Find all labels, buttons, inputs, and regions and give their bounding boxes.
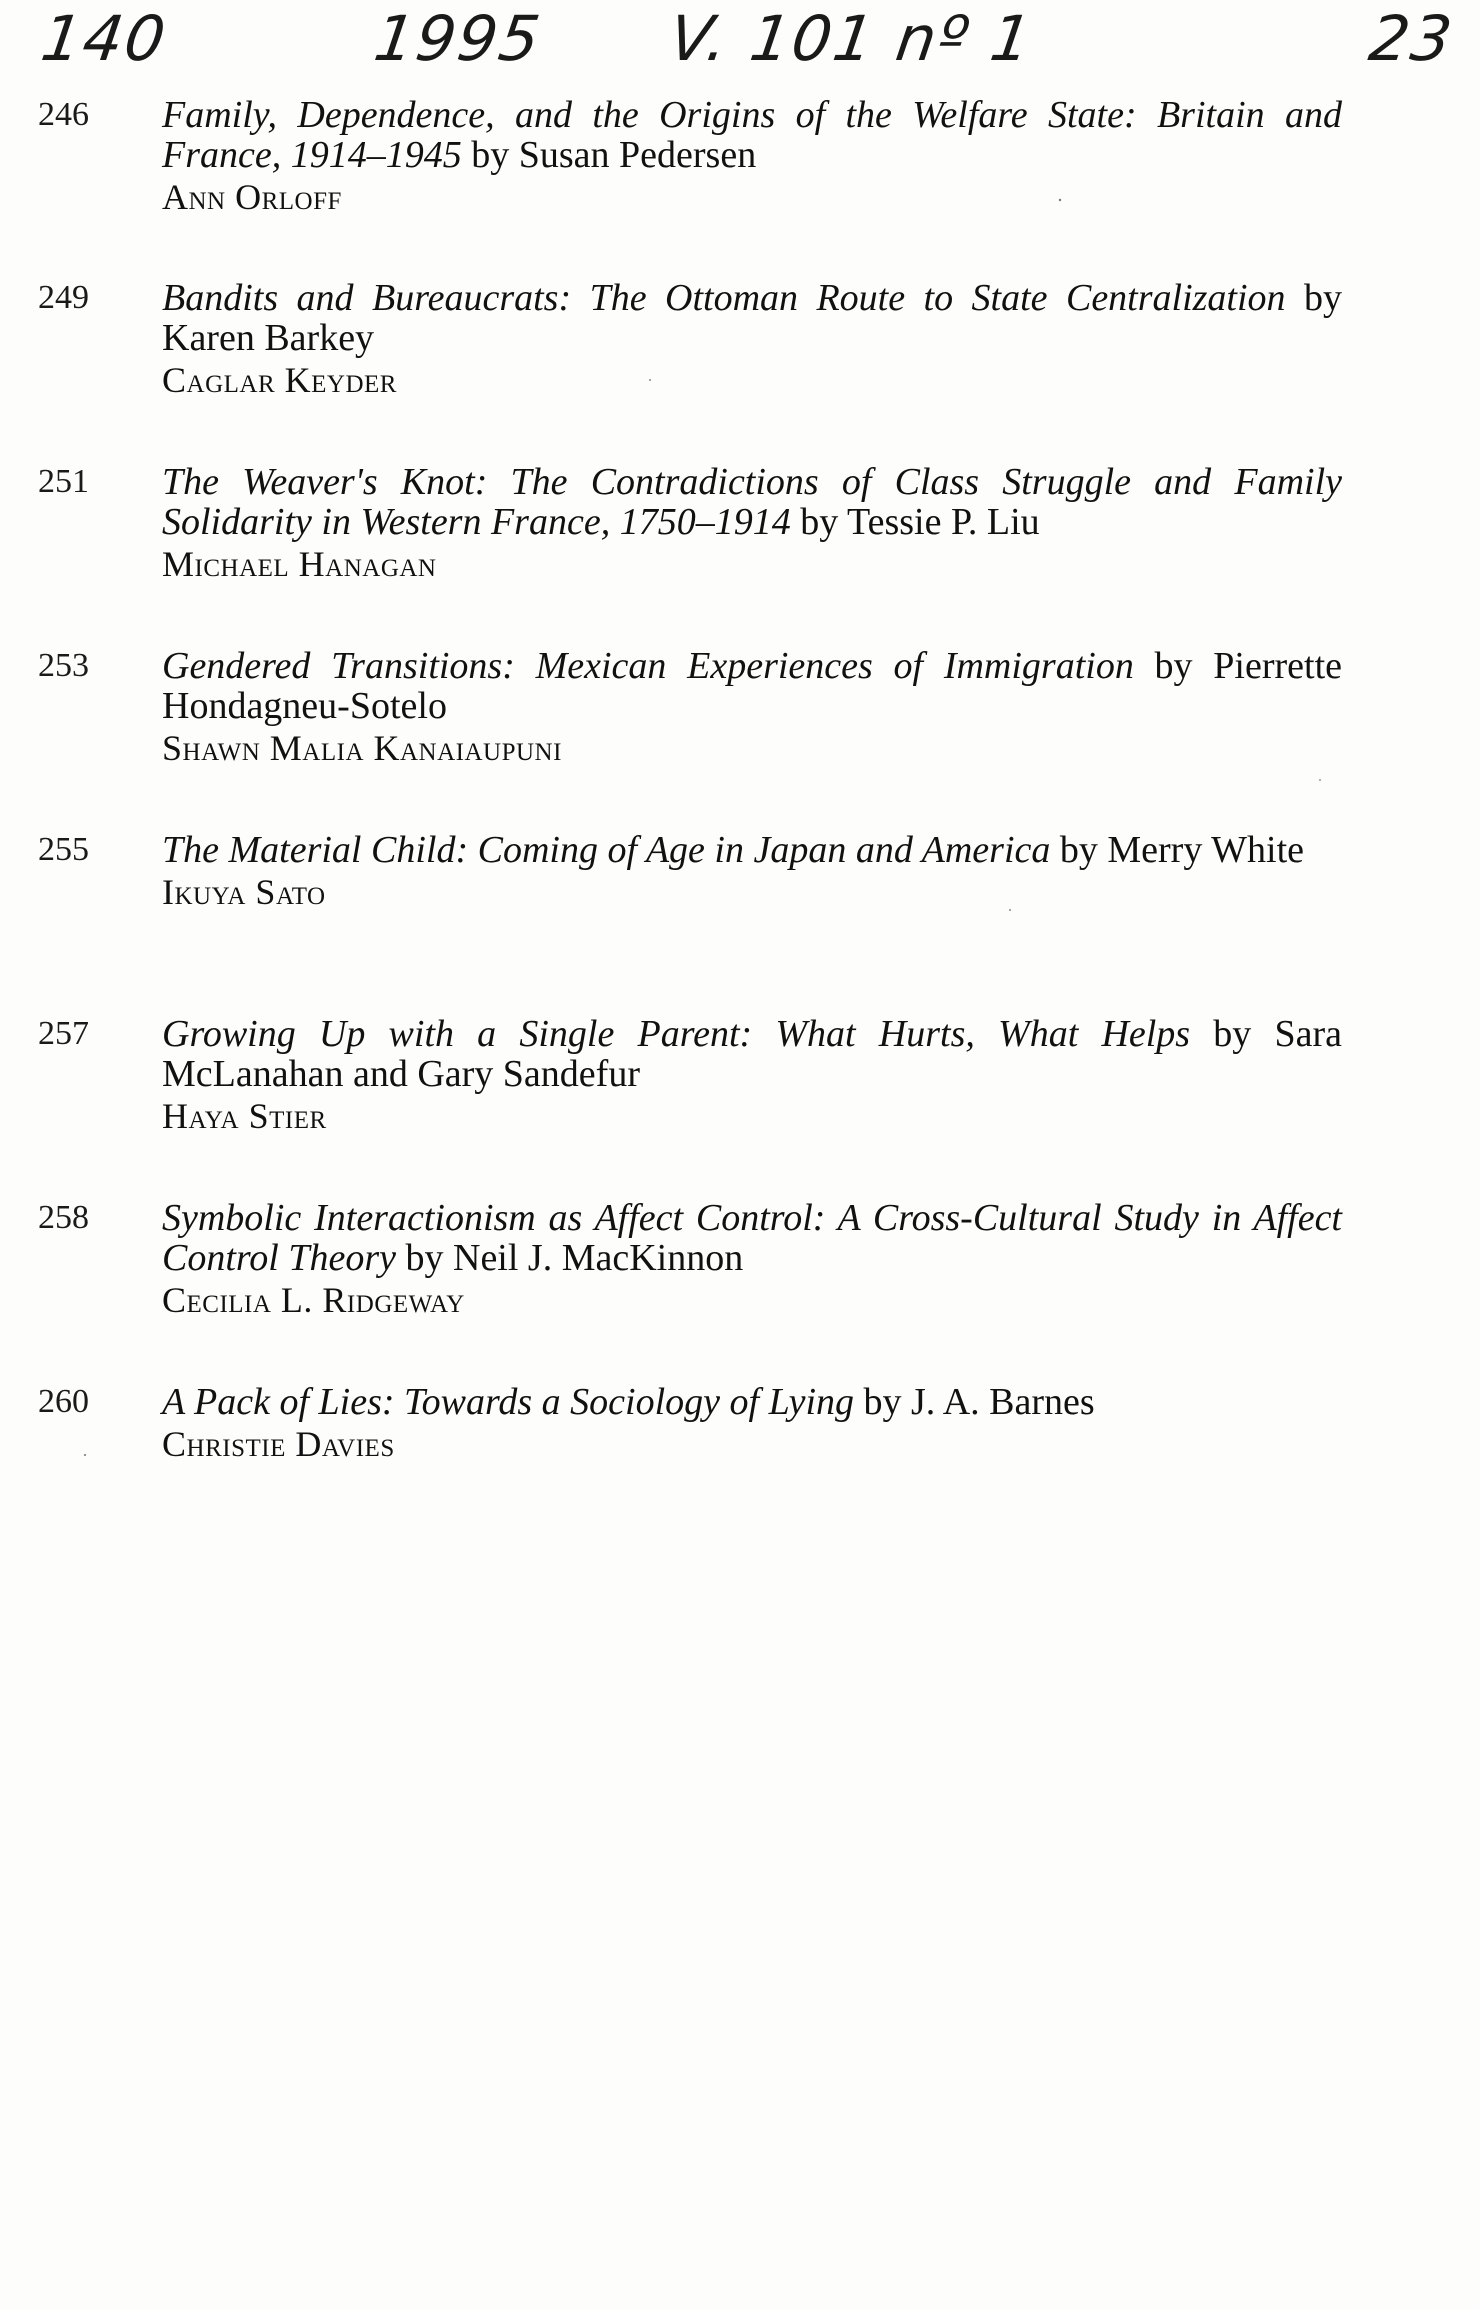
entry-page-number: 255: [38, 831, 89, 868]
book-author: by J. A. Barnes: [854, 1381, 1095, 1423]
book-author: by Merry White: [1050, 829, 1304, 871]
reviewer-name: Ikuya Sato: [162, 872, 326, 912]
reviewer-name: Shawn Malia Kanaiaupuni: [162, 728, 562, 768]
entry-citation: [162, 462, 1342, 584]
book-title: The Weaver's Knot: The Contradictions of Class Struggle and Family Solidarity in Western France, 1750–1914: [162, 461, 1342, 543]
book-title: Growing Up with a Single Parent: What Hurts, What Helps: [162, 1013, 1191, 1055]
entry-citation: [162, 1014, 1342, 1136]
reviewer-name: Haya Stier: [162, 1096, 327, 1136]
book-title: A Pack of Lies: Towards a Sociology of Lying: [162, 1381, 855, 1423]
handwritten-year: 1995: [369, 2, 546, 75]
book-title: Family, Dependence, and the Origins of the Welfare State: Britain and France, 1914–1945: [162, 94, 1342, 176]
entry-page-number: 257: [38, 1015, 89, 1052]
reviewer-name: Christie Davies: [162, 1424, 395, 1464]
book-title: Gendered Transitions: Mexican Experiences of Immigration: [162, 645, 1134, 687]
entry-page-number: 246: [38, 96, 89, 133]
handwritten-page-number: 23: [1364, 2, 1459, 75]
book-author: by Sara McLanahan and Gary Sandefur: [162, 1013, 1342, 1095]
handwritten-volume-issue: V. 101 nº 1: [664, 2, 1038, 75]
book-author: by Neil J. MacKinnon: [396, 1237, 744, 1279]
reviewer-name: Cecilia L. Ridgeway: [162, 1280, 465, 1320]
entry-citation: [162, 830, 1342, 912]
book-title: The Material Child: Coming of Age in Japan and America: [162, 829, 1051, 871]
handwritten-shelf-number: 140: [36, 2, 172, 75]
entry-page-number: 260: [38, 1383, 89, 1420]
book-title: Symbolic Interactionism as Affect Control: A Cross-Cultural Study in Affect Control Theory: [162, 1197, 1342, 1279]
book-title: Bandits and Bureaucrats: The Ottoman Route to State Centralization: [162, 277, 1286, 319]
entry-page-number: 251: [38, 463, 89, 500]
reviewer-name: Michael Hanagan: [162, 544, 437, 584]
book-author: by Susan Pedersen: [461, 134, 757, 176]
entry-page-number: 253: [38, 647, 89, 684]
handwritten-annotation: [0, 0, 1480, 95]
book-author: by Tessie P. Liu: [790, 501, 1040, 543]
entry-page-number: 258: [38, 1199, 89, 1236]
entry-citation: [162, 646, 1342, 768]
entry-citation: [162, 1382, 1342, 1464]
entry-citation: [162, 95, 1342, 217]
entry-citation: [162, 1198, 1342, 1320]
book-author: by Pierrette Hondagneu-Sotelo: [162, 645, 1342, 727]
reviewer-name: Caglar Keyder: [162, 360, 397, 400]
book-author: by Karen Barkey: [162, 277, 1342, 359]
entry-citation: [162, 278, 1342, 400]
entry-page-number: 249: [38, 279, 89, 316]
reviewer-name: Ann Orloff: [162, 177, 342, 217]
